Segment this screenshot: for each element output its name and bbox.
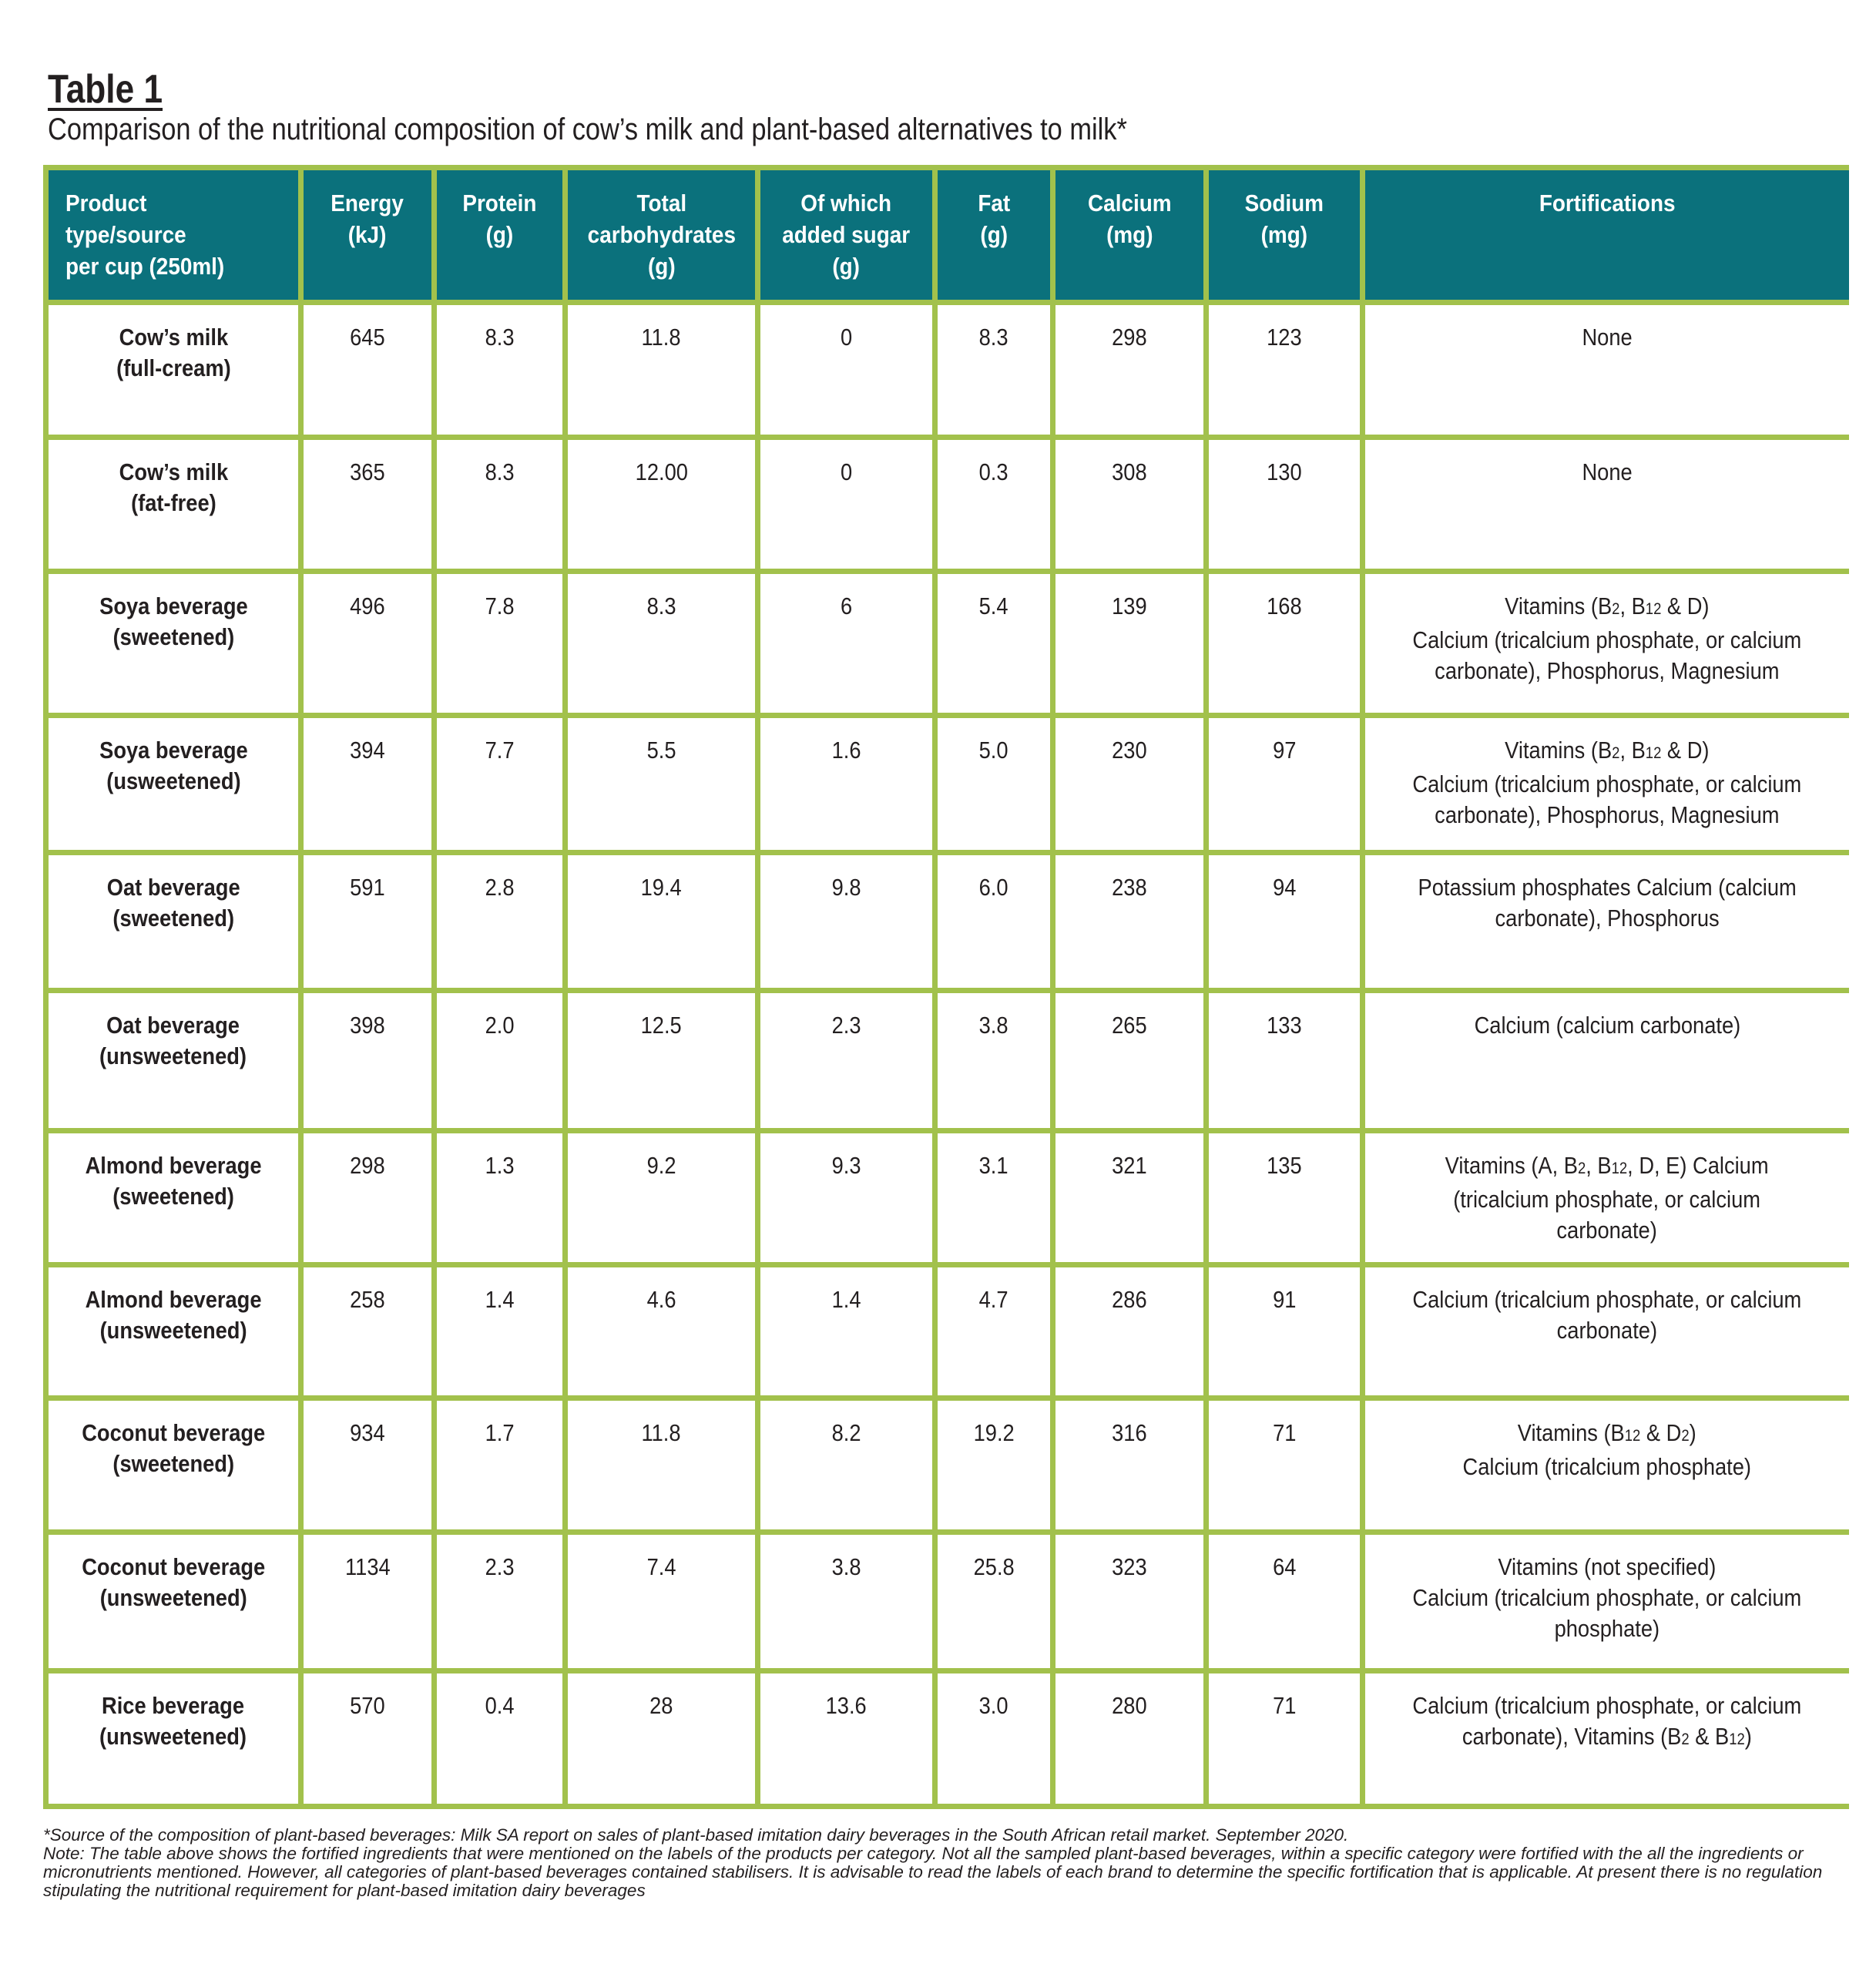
cell-energy: 934 [304,1401,431,1529]
cell-calcium: 230 [1055,718,1203,851]
cell-sodium: 71 [1209,1673,1360,1804]
column-header-energy: Energy (kJ) [304,170,431,300]
table-row [49,1673,1849,1804]
cell-fortifications: None [1365,305,1849,435]
cell-energy: 645 [304,305,431,435]
column-header-protein: Protein (g) [437,170,562,300]
cell-fat: 5.0 [938,718,1050,851]
table-row [49,305,1849,435]
cell-added-sugar: 8.2 [760,1401,932,1529]
cell-protein: 2.3 [437,1535,562,1669]
cell-protein: 8.3 [437,440,562,569]
cell-product: Oat beverage (unsweetened) [49,993,298,1129]
cell-energy: 1134 [304,1535,431,1669]
cell-protein: 0.4 [437,1673,562,1804]
cell-fortifications: Calcium (tricalcium phosphate, or calcium carbonate) [1365,1267,1849,1395]
cell-calcium: 321 [1055,1133,1203,1261]
cell-protein: 2.0 [437,993,562,1129]
cell-protein: 1.3 [437,1133,562,1261]
cell-sodium: 97 [1209,718,1360,851]
cell-carbohydrates: 7.4 [568,1535,755,1669]
cell-added-sugar: 6 [760,574,932,713]
cell-protein: 1.7 [437,1401,562,1529]
cell-sodium: 133 [1209,993,1360,1129]
cell-product: Coconut beverage (unsweetened) [49,1535,298,1669]
column-header-sodium: Sodium (mg) [1209,170,1360,300]
cell-fat: 3.8 [938,993,1050,1129]
cell-product: Almond beverage (sweetened) [49,1133,298,1261]
cell-sodium: 135 [1209,1133,1360,1261]
cell-added-sugar: 1.6 [760,718,932,851]
cell-product: Coconut beverage (sweetened) [49,1401,298,1529]
cell-fat: 25.8 [938,1535,1050,1669]
cell-calcium: 139 [1055,574,1203,713]
cell-carbohydrates: 11.8 [568,1401,755,1529]
column-header-carbohydrates: Total carbohydrates (g) [568,170,755,300]
cell-fat: 4.7 [938,1267,1050,1395]
cell-fat: 3.1 [938,1133,1050,1261]
cell-sodium: 94 [1209,855,1360,988]
cell-fortifications: Vitamins (A, B2, B12, D, E) Calcium (tricalcium phosphate, or calcium carbonate) [1365,1133,1849,1261]
table-row [49,440,1849,569]
cell-energy: 398 [304,993,431,1129]
cell-product: Cow’s milk (fat-free) [49,440,298,569]
cell-sodium: 168 [1209,574,1360,713]
cell-product: Soya beverage (usweetened) [49,718,298,851]
nutrition-table [43,165,1854,1809]
table-row [49,1535,1849,1669]
cell-carbohydrates: 19.4 [568,855,755,988]
cell-added-sugar: 9.8 [760,855,932,988]
cell-energy: 591 [304,855,431,988]
cell-calcium: 308 [1055,440,1203,569]
cell-carbohydrates: 4.6 [568,1267,755,1395]
cell-fat: 5.4 [938,574,1050,713]
cell-sodium: 91 [1209,1267,1360,1395]
cell-energy: 496 [304,574,431,713]
nutrition-table-frame [43,165,1849,1809]
table-row [49,1267,1849,1395]
cell-energy: 365 [304,440,431,569]
cell-protein: 2.8 [437,855,562,988]
cell-fat: 3.0 [938,1673,1050,1804]
cell-energy: 394 [304,718,431,851]
footnote [43,1826,1854,1900]
cell-carbohydrates: 8.3 [568,574,755,713]
cell-added-sugar: 9.3 [760,1133,932,1261]
cell-calcium: 238 [1055,855,1203,988]
table-label: Table 1 [48,67,163,112]
cell-energy: 258 [304,1267,431,1395]
cell-sodium: 71 [1209,1401,1360,1529]
cell-fat: 8.3 [938,305,1050,435]
column-header-added-sugar: Of which added sugar (g) [760,170,932,300]
cell-fortifications: Potassium phosphates Calcium (calcium carbonate), Phosphorus [1365,855,1849,988]
cell-product: Rice beverage (unsweetened) [49,1673,298,1804]
cell-fortifications: Calcium (tricalcium phosphate, or calcium carbonate), Vitamins (B2 & B12) [1365,1673,1849,1804]
cell-fat: 0.3 [938,440,1050,569]
cell-energy: 570 [304,1673,431,1804]
cell-carbohydrates: 11.8 [568,305,755,435]
cell-fortifications: Vitamins (not specified) Calcium (tricalcium phosphate, or calcium phosphate) [1365,1535,1849,1669]
cell-product: Almond beverage (unsweetened) [49,1267,298,1395]
cell-protein: 7.8 [437,574,562,713]
cell-fat: 19.2 [938,1401,1050,1529]
cell-product: Soya beverage (sweetened) [49,574,298,713]
cell-energy: 298 [304,1133,431,1261]
table-row [49,1401,1849,1529]
cell-carbohydrates: 12.5 [568,993,755,1129]
column-header-product: Product type/source per cup (250ml) [49,170,298,300]
cell-carbohydrates: 28 [568,1673,755,1804]
cell-sodium: 130 [1209,440,1360,569]
table-row [49,993,1849,1129]
cell-fortifications: Calcium (calcium carbonate) [1365,993,1849,1129]
table-title: Comparison of the nutritional composition of cow’s milk and plant-based alternatives to milk* [48,112,1127,146]
cell-protein: 8.3 [437,305,562,435]
cell-added-sugar: 13.6 [760,1673,932,1804]
table-row [49,1133,1849,1261]
cell-calcium: 265 [1055,993,1203,1129]
cell-added-sugar: 2.3 [760,993,932,1129]
table-row [49,718,1849,851]
cell-calcium: 316 [1055,1401,1203,1529]
cell-fortifications: Vitamins (B2, B12 & D) Calcium (tricalcium phosphate, or calcium carbonate), Phosphorus, Magnesium [1365,574,1849,713]
footnote-source: *Source of the composition of plant-based beverages: Milk SA report on sales of plant-based imitation dairy beverages in the South African retail market. September 2020. [43,1825,1349,1845]
cell-fortifications: Vitamins (B12 & D2) Calcium (tricalcium phosphate) [1365,1401,1849,1529]
cell-calcium: 298 [1055,305,1203,435]
cell-added-sugar: 0 [760,440,932,569]
cell-product: Oat beverage (sweetened) [49,855,298,988]
cell-fat: 6.0 [938,855,1050,988]
cell-added-sugar: 3.8 [760,1535,932,1669]
table-row [49,574,1849,713]
cell-added-sugar: 0 [760,305,932,435]
cell-protein: 7.7 [437,718,562,851]
cell-sodium: 123 [1209,305,1360,435]
cell-carbohydrates: 12.00 [568,440,755,569]
cell-calcium: 280 [1055,1673,1203,1804]
table-row [49,855,1849,988]
cell-fortifications: None [1365,440,1849,569]
cell-carbohydrates: 9.2 [568,1133,755,1261]
cell-calcium: 286 [1055,1267,1203,1395]
column-header-calcium: Calcium (mg) [1055,170,1203,300]
cell-fortifications: Vitamins (B2, B12 & D) Calcium (tricalcium phosphate, or calcium carbonate), Phosphorus, Magnesium [1365,718,1849,851]
cell-calcium: 323 [1055,1535,1203,1669]
table-body [49,305,1849,1804]
column-header-fat: Fat (g) [938,170,1050,300]
cell-carbohydrates: 5.5 [568,718,755,851]
cell-protein: 1.4 [437,1267,562,1395]
cell-sodium: 64 [1209,1535,1360,1669]
cell-product: Cow’s milk (full-cream) [49,305,298,435]
column-header-fortifications: Fortifications [1365,170,1849,300]
footnote-note: Note: The table above shows the fortified ingredients that were mentioned on the labels of the products per category. Not all the sampled plant-based beverages, within a specific category were fortified with the all the ingredients or micronutrients mentioned. However, all categories of plant-based beverages contained stabilisers. It is advisable to read the labels of each brand to determine the specific fortification that is applicable. At present there is no regulation stipulating the nutritional requirement for plant-based imitation dairy beverages [43,1844,1823,1900]
cell-added-sugar: 1.4 [760,1267,932,1395]
table-header-row [49,170,1849,300]
